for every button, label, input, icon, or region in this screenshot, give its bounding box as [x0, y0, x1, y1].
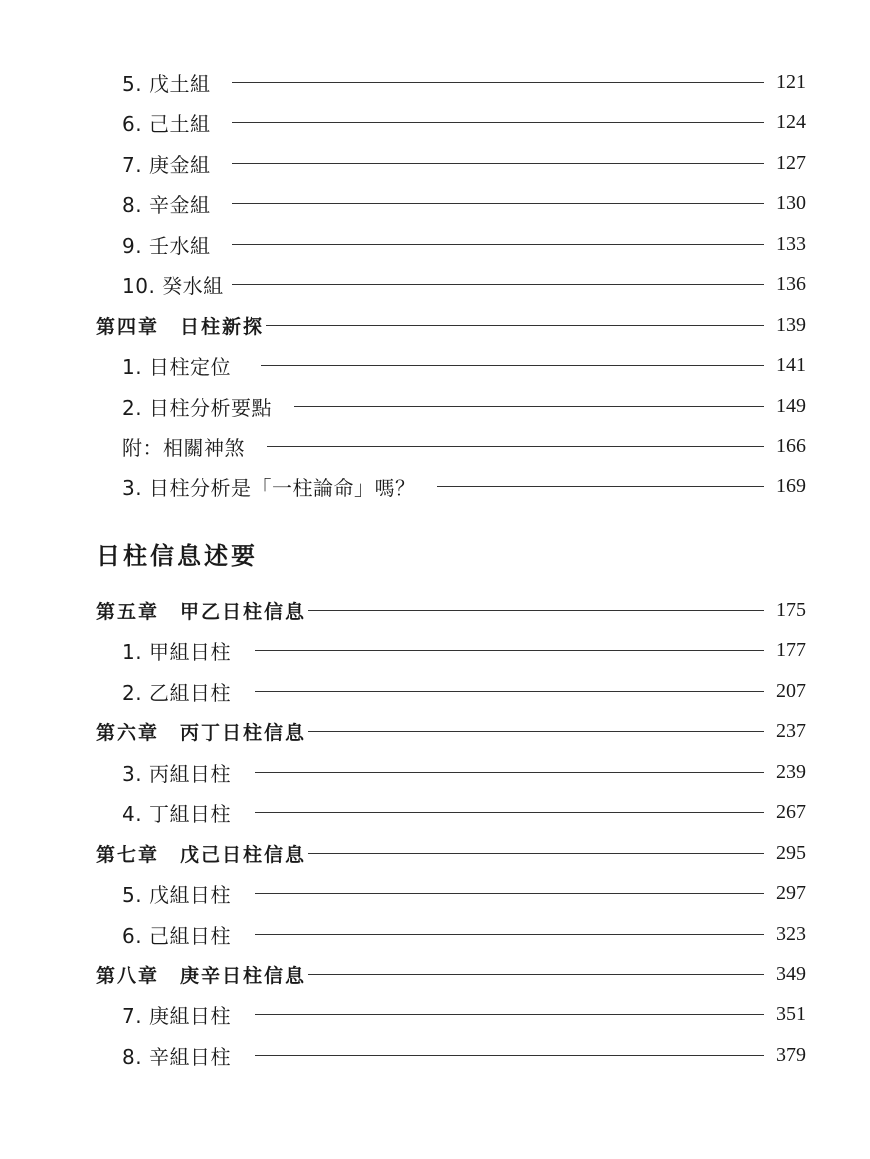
- toc-entry[interactable]: [0, 792, 870, 832]
- toc-page-number: 207: [776, 679, 806, 702]
- toc-page-number: 124: [776, 110, 806, 133]
- toc-page-number: 141: [776, 353, 806, 376]
- toc-entry-label: 7. 庚金組: [122, 152, 211, 177]
- toc-page-number: 169: [776, 474, 806, 497]
- toc-page-number: 139: [776, 313, 806, 336]
- toc-leader-line: [308, 853, 764, 854]
- toc-entry-label: 2. 日柱分析要點: [122, 395, 272, 420]
- toc-leader-line: [255, 1014, 764, 1015]
- toc-leader-line: [232, 122, 764, 123]
- toc-page-number: 239: [776, 760, 806, 783]
- toc-leader-line: [294, 406, 764, 407]
- toc-page-number: 295: [776, 841, 806, 864]
- toc-entry[interactable]: [0, 466, 870, 506]
- toc-leader-line: [267, 446, 764, 447]
- toc-entry[interactable]: [0, 914, 870, 954]
- toc-page-number: 130: [776, 191, 806, 214]
- toc-chapter-entry[interactable]: [0, 833, 870, 873]
- toc-entry-label: 附：相關神煞: [122, 435, 245, 460]
- toc-entry[interactable]: [0, 183, 870, 223]
- toc-chapter-entry[interactable]: [0, 305, 870, 345]
- toc-chapter-entry[interactable]: [0, 711, 870, 751]
- toc-page-number: 133: [776, 232, 806, 255]
- toc-entry-label: 6. 己組日柱: [122, 923, 231, 948]
- toc-page-number: 237: [776, 719, 806, 742]
- toc-leader-line: [232, 82, 764, 83]
- toc-leader-line: [255, 893, 764, 894]
- toc-entry[interactable]: [0, 224, 870, 264]
- toc-leader-line: [255, 691, 764, 692]
- toc-entry-label: 4. 丁組日柱: [122, 801, 231, 826]
- toc-leader-line: [308, 731, 764, 732]
- toc-chapter-label: 第五章 甲乙日柱信息: [96, 600, 307, 623]
- toc-leader-line: [261, 365, 764, 366]
- toc-leader-line: [232, 244, 764, 245]
- toc-entry[interactable]: [0, 264, 870, 304]
- toc-entry[interactable]: [0, 102, 870, 142]
- toc-entry[interactable]: [0, 143, 870, 183]
- toc-entry[interactable]: [0, 386, 870, 426]
- toc-leader-line: [255, 772, 764, 773]
- toc-page-number: 166: [776, 434, 806, 457]
- toc-entry-label: 3. 丙組日柱: [122, 761, 231, 786]
- toc-chapter-entry[interactable]: [0, 954, 870, 994]
- toc-page-number: 297: [776, 881, 806, 904]
- toc-leader-line: [255, 934, 764, 935]
- toc-entry[interactable]: [0, 62, 870, 102]
- toc-entry[interactable]: [0, 630, 870, 670]
- toc-page-number: 136: [776, 272, 806, 295]
- toc-entry-label: 9. 壬水組: [122, 233, 211, 258]
- toc-entry-label: 5. 戊土組: [122, 71, 211, 96]
- toc-chapter-label: 第四章 日柱新探: [96, 315, 265, 338]
- toc-entry-label: 1. 甲組日柱: [122, 639, 231, 664]
- toc-page-number: 149: [776, 394, 806, 417]
- toc-leader-line: [232, 163, 764, 164]
- toc-leader-line: [255, 1055, 764, 1056]
- toc-entry-label: 10. 癸水組: [122, 273, 224, 298]
- toc-chapter-label: 第七章 戊己日柱信息: [96, 843, 307, 866]
- toc-entry-label: 6. 己土組: [122, 111, 211, 136]
- toc-entry-label: 2. 乙組日柱: [122, 680, 231, 705]
- toc-chapter-label: 第八章 庚辛日柱信息: [96, 964, 307, 987]
- toc-chapter-entry[interactable]: [0, 590, 870, 630]
- toc-page-number: 379: [776, 1043, 806, 1066]
- toc-entry-label: 5. 戊組日柱: [122, 882, 231, 907]
- toc-leader-line: [266, 325, 764, 326]
- toc-page-number: 267: [776, 800, 806, 823]
- toc-leader-line: [232, 284, 764, 285]
- toc-entry[interactable]: [0, 873, 870, 913]
- toc-entry[interactable]: [0, 752, 870, 792]
- toc-page-number: 177: [776, 638, 806, 661]
- toc-entry[interactable]: [0, 994, 870, 1034]
- toc-page-number: 323: [776, 922, 806, 945]
- toc-entry[interactable]: [0, 345, 870, 385]
- toc-page-number: 349: [776, 962, 806, 985]
- toc-page-number: 121: [776, 70, 806, 93]
- toc-leader-line: [308, 974, 764, 975]
- toc-entry-label: 3. 日柱分析是「一柱論命」嗎？: [122, 475, 416, 500]
- toc-entry[interactable]: [0, 671, 870, 711]
- toc-entry-label: 1. 日柱定位: [122, 354, 231, 379]
- toc-entry-label: 7. 庚組日柱: [122, 1003, 231, 1028]
- toc-entry-label: 8. 辛金組: [122, 192, 211, 217]
- toc-leader-line: [437, 486, 764, 487]
- toc-entry[interactable]: [0, 1035, 870, 1075]
- toc-leader-line: [232, 203, 764, 204]
- toc-entry-label: 8. 辛組日柱: [122, 1044, 231, 1069]
- toc-page-number: 127: [776, 151, 806, 174]
- toc-page-number: 351: [776, 1002, 806, 1025]
- toc-leader-line: [255, 650, 764, 651]
- toc-entry[interactable]: [0, 426, 870, 466]
- toc-leader-line: [255, 812, 764, 813]
- toc-leader-line: [308, 610, 764, 611]
- toc-page-number: 175: [776, 598, 806, 621]
- section-heading: 日柱信息述要: [96, 541, 258, 570]
- toc-chapter-label: 第六章 丙丁日柱信息: [96, 721, 307, 744]
